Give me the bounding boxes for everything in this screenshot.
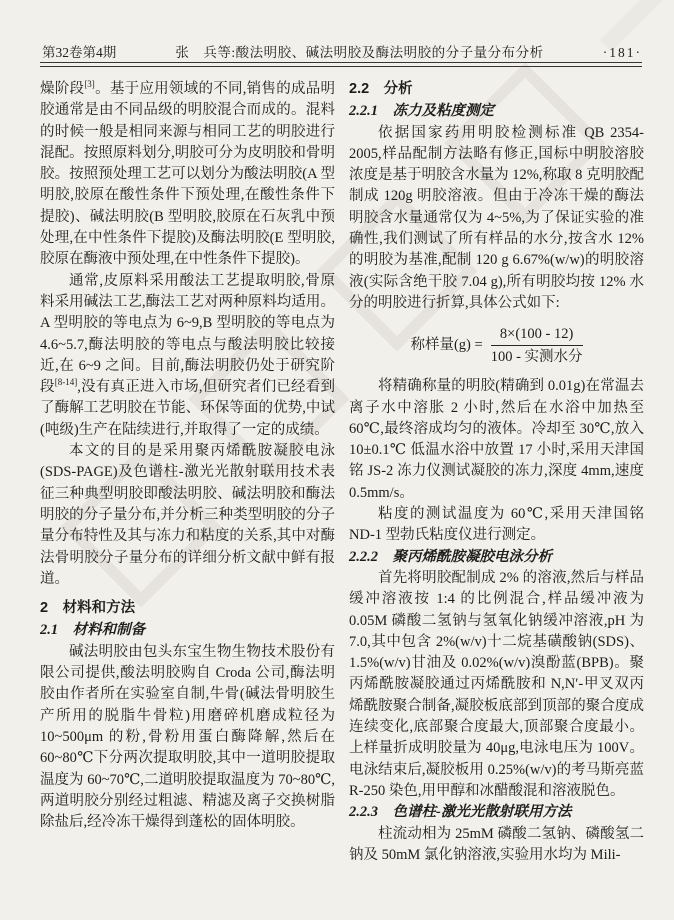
text-run: 首先将明胶配制成 2% 的溶液,然后与样品缓冲溶液按 1:4 的比例混合,样品缓冲液为 0.05M 磷酸二氢钠与氢氧化钠缓冲溶液,pH 为 7.0,其中包含 2%(w/v)十二烷基磺酸钠(SDS)、1.5%(w/v)甘油及 0.02%(w/v)溴酚蓝(BPB)。聚丙烯酰胺凝胶通过丙烯酰胺和 N,N′-甲叉双丙烯酰胺聚合制备,凝胶板底部到顶部的聚合度成连续变化,底部聚合度最大,顶部聚合度最小。上样量折成明胶量为 40μg,电泳电压为 100V。电泳结束后,凝胶板用 0.25%(w/v)的考马斯亮蓝 R-250 染色,用甲醇和冰醋酸混和溶液脱色。 — [349, 569, 644, 799]
paragraph — [40, 642, 335, 834]
text-run: ,没有真正进入市场,但研究者们已经看到了酶解工艺明胶在节能、环保等面的优势,中试(吨级)生产在陆续进行,并取得了一定的成绩。 — [40, 379, 336, 438]
citation-reference: [3] — [84, 79, 95, 90]
subsection-heading — [349, 802, 644, 823]
subsection-heading — [349, 547, 644, 568]
paragraph — [349, 568, 644, 802]
text-run: 碱法明胶由包头东宝生物生物技术股份有限公司提供,酸法明胶购自 Croda 公司,酶法明胶由作者所在实验室自制,牛骨(碱法骨明胶生产所用的脱脂牛骨粒)用磨碎机磨成粒径为 10~500μm 的粉,骨粉用蛋白酶降解,然后在 60~80℃下分两次提取明胶,其中一道明胶提取温度为 60~70℃,二道明胶提取温度为 70~80℃,两道明胶分别经过粗滤、精滤及离子交换树脂除盐后,经冷冻干燥得到蓬松的固体明胶。 — [40, 643, 335, 831]
text-run: 2.2.2 聚丙烯酰胺凝胶电泳分析 — [349, 548, 552, 565]
paragraph — [349, 504, 644, 547]
text-run: 2.2.1 冻力及粘度测定 — [349, 103, 494, 120]
article-body — [40, 79, 644, 898]
left-column — [40, 79, 335, 898]
page-header — [42, 41, 642, 61]
subsection-heading — [349, 101, 644, 122]
subsection-heading — [40, 620, 335, 641]
text-run: 本文的目的是采用聚丙烯酰胺凝胶电泳(SDS-PAGE)及色谱柱-激光光散射联用技术表征三种典型明胶即酸法明胶、碱法明胶和酶法明胶的分子量分布,并分析三种类型明胶的分子量分布特性及其与冻力和粘度的关系,其中对酶法骨明胶分子量分布的详细分析文献中鲜有报道。 — [40, 443, 335, 587]
text-run: 2.1 材料和制备 — [40, 622, 146, 639]
text-run: 依据国家药用明胶检测标准 QB 2354-2005,样品配制方法略有修正,国标中明胶溶胶浓度是基于明胶含水量为 12%,称取 8 克明胶配制成 120g 明胶溶液。但由于冷冻干燥的酶法明胶含水量通常仅为 4~5%,为了保证实验的准确性,我们测试了所有样品的水分,按含水 12% 的明胶为基准,配制 120 g 6.67%(w/w)的明胶溶液(实际含绝干胶 7.04 g),所有明胶均按 12% 水分的明胶进行折算,具体公式如下: — [349, 124, 644, 311]
formula-lhs: 称样量(g) = — [410, 337, 483, 354]
citation-reference: [8-14] — [54, 377, 78, 388]
text-run: 粘度的测试温度为 60℃,采用天津国铭 ND-1 型勃氏粘度仪进行测定。 — [349, 506, 644, 544]
paragraph — [349, 824, 644, 867]
text-run: 将精确称量的明胶(精确到 0.01g)在常温去离子水中溶胀 2 小时,然后在水浴中加热至 60℃,最终溶成均匀的液体。冷却至 30℃,放入 10±0.1℃ 低温水浴中放置 17 小时,采用天津国铭 JS-2 冻力仪测试凝胶的冻力,深度 4mm,速度 0.5mm/s。 — [349, 378, 644, 501]
paragraph — [40, 441, 335, 590]
running-title: 张 兵等:酸法明胶、碱法明胶及酶法明胶的分子量分布分析 — [175, 45, 544, 60]
text-run: 2 材料和方法 — [40, 600, 136, 617]
journal-volume-issue: 第32卷第4期 — [42, 45, 117, 60]
paragraph — [40, 271, 335, 441]
formula-fraction — [491, 324, 583, 367]
text-run: 。基于应用领域的不同,销售的成品明胶通常是由不同品级的明胶混合而成的。混料的时候一般是相同来源与相同工艺的明胶进行混配。按照原料划分,明胶可分为皮明胶和骨明胶。按照预处理工艺可以划分为酸法明胶(A 型明胶,胶原在酸性条件下预处理,在酸性条件下提胶)、碱法明胶(B 型明胶,胶原在石灰乳中预处理,在中性条件下提胶)及酶法明胶(E 型明胶,胶原在酶液中预处理,在中性条件下提胶)。 — [40, 81, 336, 268]
text-run: 2.2.3 色谱柱-激光光散射联用方法 — [349, 804, 572, 821]
right-column — [349, 79, 644, 898]
text-run: 通常,皮原料采用酸法工艺提取明胶,骨原料采用碱法工艺,酶法工艺对两种原料均适用。A 型明胶的等电点为 6~9,B 型明胶的等电点为 4.6~5.7,酶法明胶的等电点与酸法明胶比较接近,在 6~9 之间。目前,酶法明胶仍处于研究阶段 — [40, 272, 335, 396]
paragraph — [349, 123, 644, 315]
section-heading — [349, 79, 644, 100]
fraction-denominator: 100 - 实测水分 — [490, 349, 583, 366]
text-run: 柱流动相为 25mM 磷酸二氢钠、磷酸氢二钠及 50mM 氯化钠溶液,实验用水均为 Mili- — [349, 825, 644, 863]
paragraph — [40, 79, 335, 271]
weighing-formula — [349, 324, 644, 367]
text-run: 2.2 分析 — [349, 81, 413, 97]
paragraph — [349, 376, 644, 504]
section-heading — [40, 598, 335, 619]
header-double-rule — [40, 62, 642, 67]
page-number: ·181· — [602, 45, 642, 60]
fraction-numerator: 8×(100 - 12) — [491, 324, 583, 346]
text-run: 燥阶段 — [40, 81, 85, 97]
